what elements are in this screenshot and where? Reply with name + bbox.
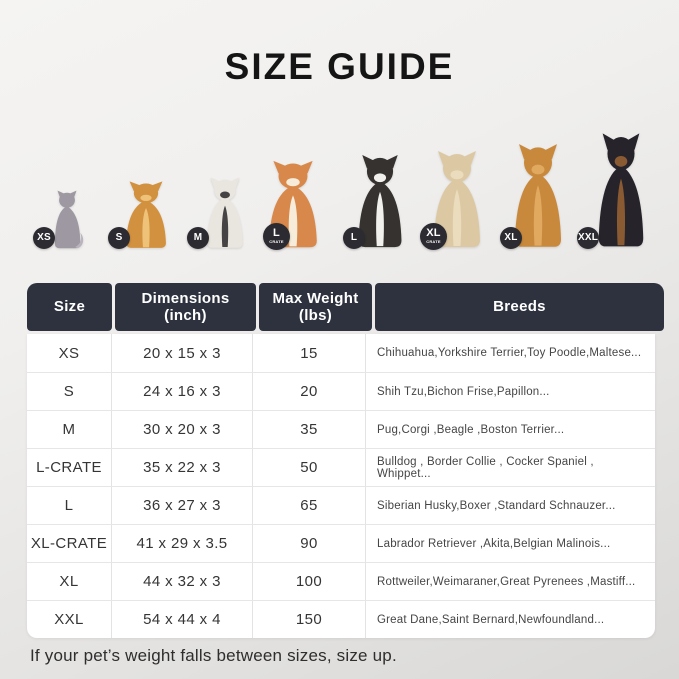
size-badge-xl-crate xyxy=(420,223,447,250)
page-title: SIZE GUIDE xyxy=(224,46,455,87)
header-breeds xyxy=(375,283,664,331)
max-weight-cell: 90 xyxy=(253,525,366,562)
badge-label: XS xyxy=(37,232,51,243)
header-label: Size xyxy=(53,298,86,316)
size-cell: XL-CRATE xyxy=(27,525,112,562)
badge-label: L xyxy=(350,232,358,243)
pet-size-lineup xyxy=(0,120,679,250)
badge-sublabel: CRATE xyxy=(269,239,284,245)
size-badge-xs xyxy=(33,227,55,249)
breeds-cell: Great Dane,Saint Bernard,Newfoundland... xyxy=(377,613,605,626)
size-badge-xxl xyxy=(577,227,599,249)
breeds-cell: Labrador Retriever ,Akita,Belgian Malinois... xyxy=(377,537,611,550)
size-badge-s xyxy=(108,227,130,249)
max-weight-cell: 15 xyxy=(253,334,366,372)
header-label: Max Weight xyxy=(272,289,359,307)
size-badge-m xyxy=(187,227,209,249)
breeds-cell: Shih Tzu,Bichon Frise,Papillon... xyxy=(377,385,550,398)
max-weight-cell: 100 xyxy=(253,563,366,600)
badge-sublabel: CRATE xyxy=(426,239,441,245)
header-sublabel: (inch) xyxy=(164,307,207,324)
badge-label: L xyxy=(273,227,280,240)
badge-label: M xyxy=(193,232,203,243)
dimensions-cell: 24 x 16 x 3 xyxy=(112,373,253,410)
table-row xyxy=(27,448,655,486)
table-row xyxy=(27,334,655,372)
dimensions-cell: 41 x 29 x 3.5 xyxy=(112,525,253,562)
table-row xyxy=(27,524,655,562)
breeds-cell: Chihuahua,Yorkshire Terrier,Toy Poodle,Maltese... xyxy=(377,347,642,359)
size-badge-l-crate xyxy=(263,223,290,250)
table-row xyxy=(27,372,655,410)
badge-label: S xyxy=(115,232,123,243)
max-weight-cell: 20 xyxy=(253,373,366,410)
breeds-cell: Siberian Husky,Boxer ,Standard Schnauzer... xyxy=(377,499,616,512)
breeds-cell: Bulldog , Border Collie , Cocker Spaniel , Whippet... xyxy=(377,455,594,480)
max-weight-cell: 150 xyxy=(253,601,366,638)
size-table xyxy=(27,283,655,638)
breeds-cell: Pug,Corgi ,Beagle ,Boston Terrier... xyxy=(377,423,565,436)
table-body xyxy=(27,334,655,638)
doberman-illustration xyxy=(592,131,650,250)
size-cell: XL xyxy=(27,563,112,600)
breeds-cell: Rottweiler,Weimaraner,Great Pyrenees ,Mastiff... xyxy=(377,575,636,588)
max-weight-cell: 35 xyxy=(253,411,366,448)
header-dimensions xyxy=(115,283,256,331)
dimensions-cell: 20 x 15 x 3 xyxy=(112,334,253,372)
size-badge-xl xyxy=(500,227,522,249)
header-sublabel: (lbs) xyxy=(298,307,333,324)
table-row xyxy=(27,410,655,448)
max-weight-cell: 65 xyxy=(253,487,366,524)
size-cell: L xyxy=(27,487,112,524)
size-cell: XXL xyxy=(27,601,112,638)
header-size xyxy=(27,283,112,331)
header-label: Dimensions xyxy=(141,289,230,307)
badge-label: XL xyxy=(504,232,518,243)
dog-icon xyxy=(592,131,650,250)
table-row xyxy=(27,486,655,524)
size-cell: XS xyxy=(27,334,112,372)
table-header-row xyxy=(27,283,655,331)
badge-label: XL xyxy=(426,227,441,240)
dimensions-cell: 54 x 44 x 4 xyxy=(112,601,253,638)
size-cell: S xyxy=(27,373,112,410)
max-weight-cell: 50 xyxy=(253,449,366,486)
dimensions-cell: 30 x 20 x 3 xyxy=(112,411,253,448)
header-max-weight xyxy=(259,283,372,331)
table-row xyxy=(27,600,655,638)
size-cell: M xyxy=(27,411,112,448)
dimensions-cell: 44 x 32 x 3 xyxy=(112,563,253,600)
dimensions-cell: 36 x 27 x 3 xyxy=(112,487,253,524)
table-row xyxy=(27,562,655,600)
dimensions-cell: 35 x 22 x 3 xyxy=(112,449,253,486)
footer-note: If your pet’s weight falls between sizes, size up. xyxy=(30,646,397,665)
size-cell: L-CRATE xyxy=(27,449,112,486)
header-label: Breeds xyxy=(493,298,546,316)
badge-label: XXL xyxy=(577,232,599,243)
size-badge-l xyxy=(343,227,365,249)
